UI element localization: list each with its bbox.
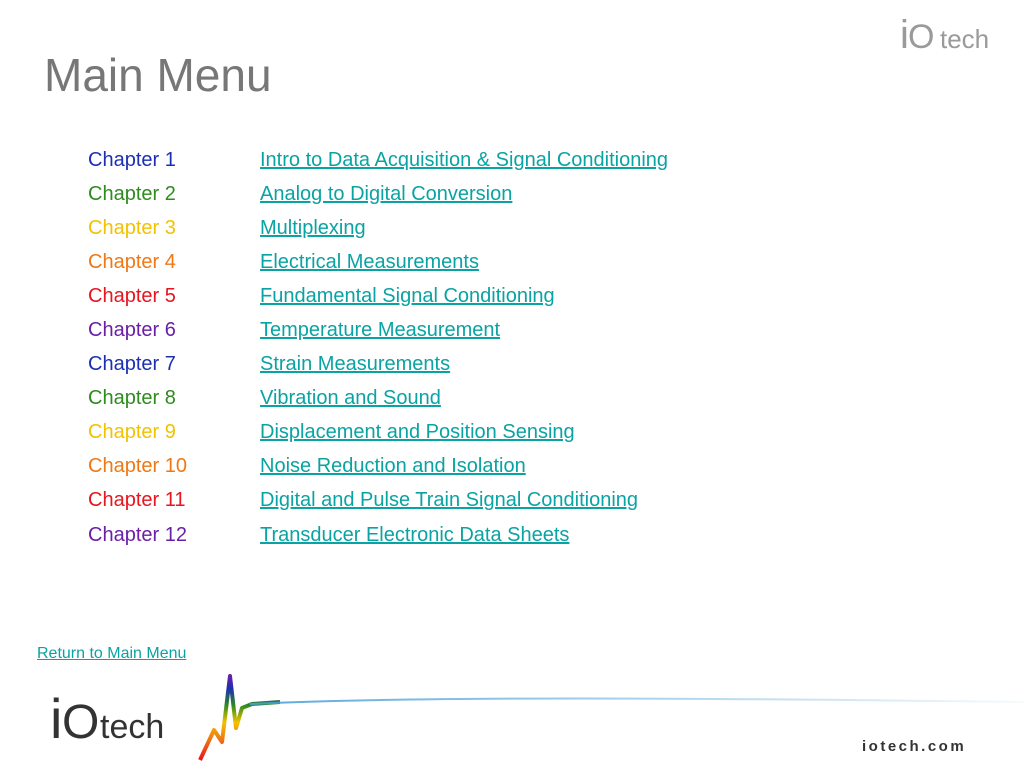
chapter-label: Chapter 2 bbox=[88, 182, 176, 205]
menu-row bbox=[88, 382, 888, 416]
chapter-label: Chapter 6 bbox=[88, 319, 176, 342]
iotech-logo bbox=[898, 6, 1018, 56]
menu-row bbox=[88, 143, 888, 177]
chapter-link[interactable]: Noise Reduction and Isolation bbox=[260, 455, 526, 478]
chapter-label: Chapter 3 bbox=[88, 216, 176, 239]
menu-row bbox=[88, 348, 888, 382]
logo-i-letter: i bbox=[900, 13, 909, 56]
chapter-link[interactable]: Strain Measurements bbox=[260, 353, 451, 376]
chapter-link[interactable]: Multiplexing bbox=[260, 216, 366, 239]
chapter-label: Chapter 12 bbox=[88, 523, 187, 546]
chapter-label: Chapter 5 bbox=[88, 284, 176, 307]
chapter-link[interactable]: Electrical Measurements bbox=[260, 250, 479, 273]
chapter-label: Chapter 4 bbox=[88, 250, 176, 273]
logo-o-letter: O bbox=[62, 696, 100, 749]
chapter-label: Chapter 1 bbox=[88, 148, 176, 171]
chapter-label: Chapter 8 bbox=[88, 387, 176, 410]
menu-row bbox=[88, 450, 888, 484]
logo-tech-text: tech bbox=[100, 708, 165, 746]
chapter-menu bbox=[88, 143, 888, 552]
website-url: iotech.com bbox=[862, 738, 967, 755]
chapter-label: Chapter 11 bbox=[88, 489, 186, 512]
chapter-link[interactable]: Fundamental Signal Conditioning bbox=[260, 284, 555, 307]
chapter-link[interactable]: Transducer Electronic Data Sheets bbox=[260, 523, 570, 546]
chapter-link[interactable]: Intro to Data Acquisition & Signal Conditioning bbox=[260, 148, 669, 171]
return-to-main-menu-link[interactable]: Return to Main Menu bbox=[37, 645, 187, 662]
chapter-label: Chapter 7 bbox=[88, 353, 176, 376]
menu-row bbox=[88, 177, 888, 211]
chapter-link[interactable]: Displacement and Position Sensing bbox=[260, 421, 575, 444]
chapter-link[interactable]: Vibration and Sound bbox=[260, 387, 441, 410]
menu-row bbox=[88, 313, 888, 347]
menu-row bbox=[88, 211, 888, 245]
menu-row bbox=[88, 279, 888, 313]
chapter-link[interactable]: Digital and Pulse Train Signal Conditioning bbox=[260, 489, 639, 512]
logo-tech-text: tech bbox=[940, 24, 990, 54]
logo-i-letter: i bbox=[50, 687, 63, 750]
chapter-link[interactable]: Analog to Digital Conversion bbox=[260, 182, 513, 205]
chapter-label: Chapter 9 bbox=[88, 421, 176, 444]
logo-o-letter: O bbox=[908, 18, 935, 56]
menu-row bbox=[88, 518, 888, 552]
menu-row bbox=[88, 484, 888, 518]
spectrum-wave-icon bbox=[200, 676, 280, 760]
menu-row bbox=[88, 245, 888, 279]
chapter-label: Chapter 10 bbox=[88, 455, 187, 478]
menu-row bbox=[88, 416, 888, 450]
chapter-link[interactable]: Temperature Measurement bbox=[260, 319, 501, 342]
wave-trail bbox=[250, 699, 1024, 705]
page-title: Main Menu bbox=[44, 49, 272, 101]
